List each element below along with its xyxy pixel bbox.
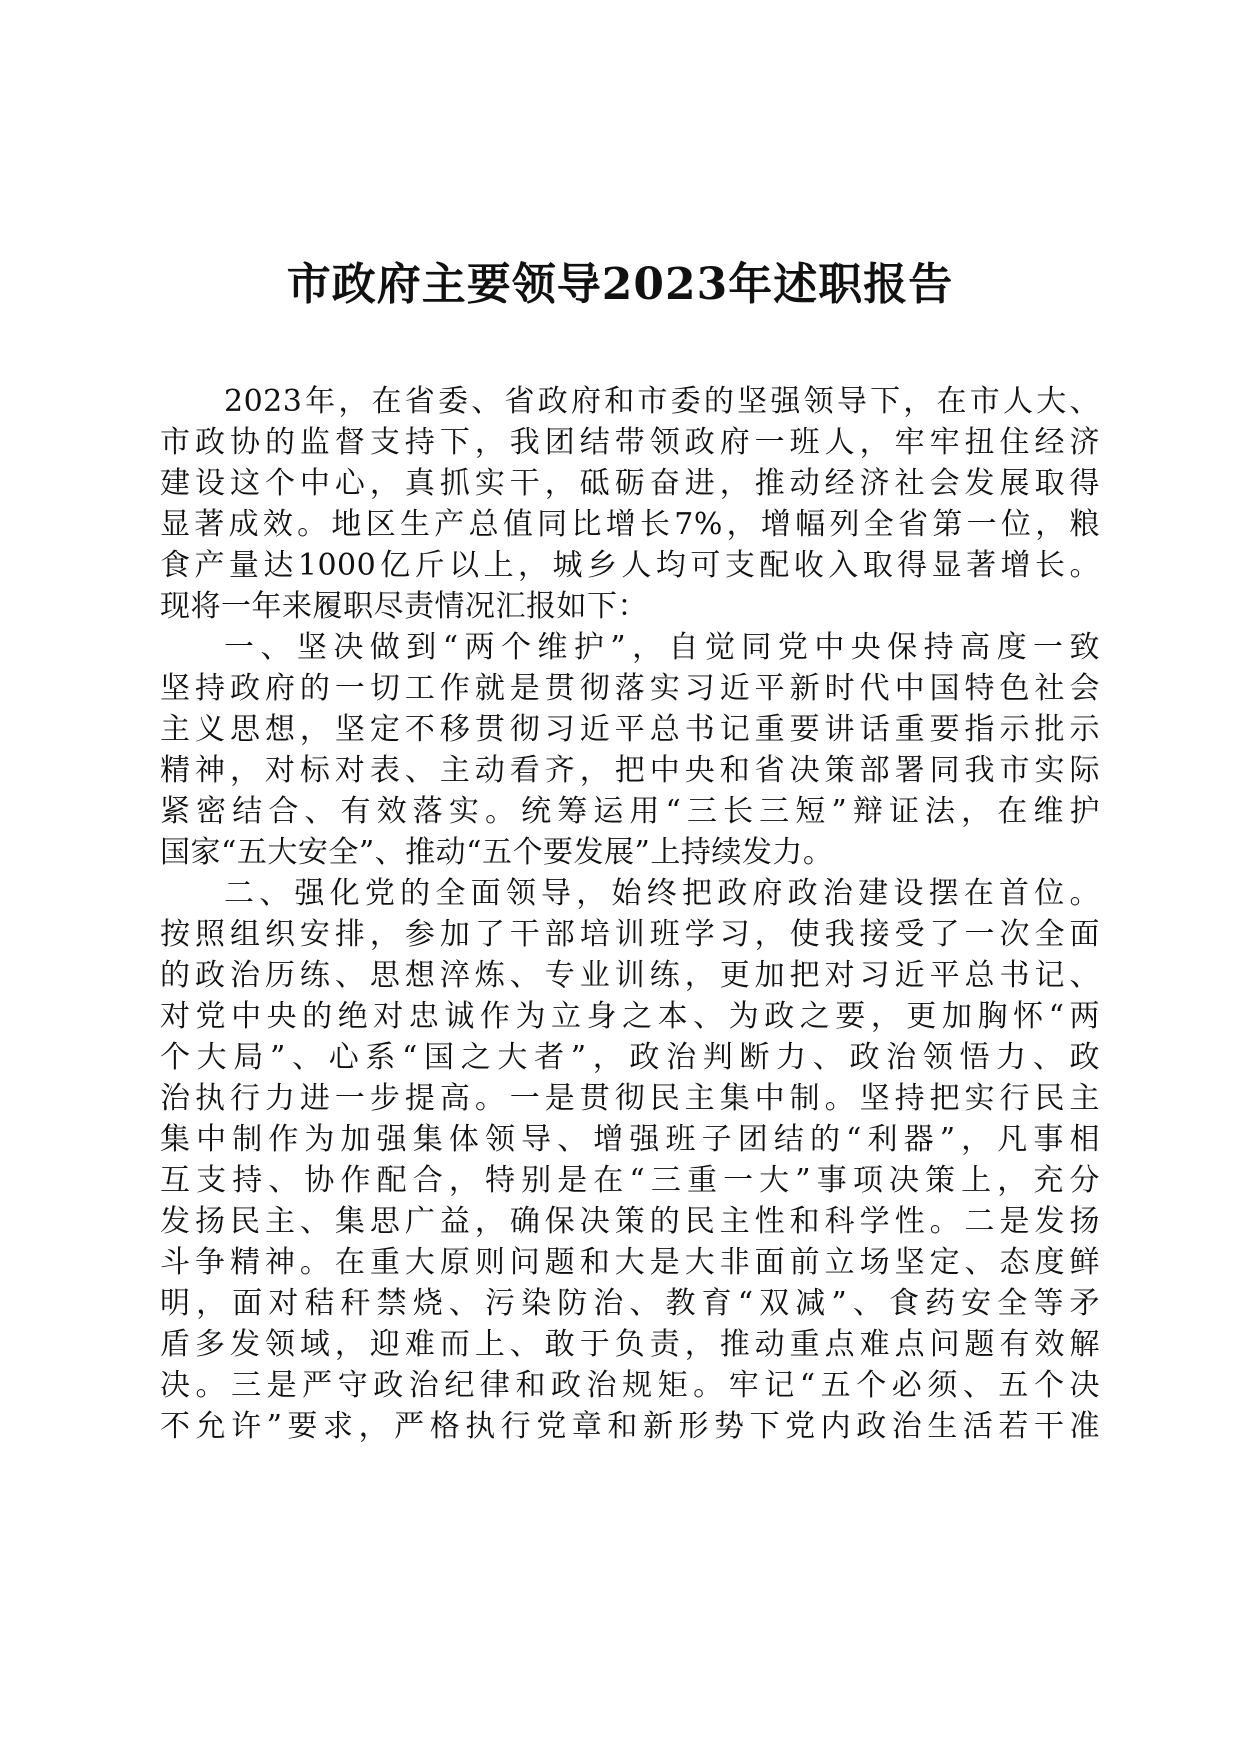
body-line: 现将一年来履职尽责情况汇报如下： bbox=[160, 589, 648, 624]
section-heading: 一、坚决做到“两个维护”，自觉同党中央保持高度一致 bbox=[224, 630, 1100, 665]
body-line: 决。三是严守政治纪律和政治规矩。牢记“五个必须、五个决 bbox=[160, 1368, 1100, 1403]
body-line: 精神，对标对表、主动看齐，把中央和省决策部署同我市实际 bbox=[160, 753, 1100, 788]
body-line: 个大局”、心系“国之大者”，政治判断力、政治领悟力、政 bbox=[160, 1040, 1100, 1075]
body-line: 2023年，在省委、省政府和市委的坚强领导下，在市人大、 bbox=[224, 384, 1100, 419]
body-line: 坚持政府的一切工作就是贯彻落实习近平新时代中国特色社会 bbox=[160, 671, 1100, 706]
body-line: 按照组织安排，参加了干部培训班学习，使我接受了一次全面 bbox=[160, 917, 1100, 952]
body-line: 紧密结合、有效落实。统筹运用“三长三短”辩证法，在维护 bbox=[160, 794, 1100, 829]
body-line: 不允许”要求，严格执行党章和新形势下党内政治生活若干准 bbox=[160, 1409, 1100, 1444]
body-line: 显著成效。地区生产总值同比增长7%，增幅列全省第一位，粮 bbox=[160, 507, 1100, 542]
body-line: 明，面对秸秆禁烧、污染防治、教育“双减”、食药安全等矛 bbox=[160, 1286, 1100, 1321]
document-title: 市政府主要领导2023年述职报告 bbox=[286, 259, 954, 310]
body-line: 主义思想，坚定不移贯彻习近平总书记重要讲话重要指示批示 bbox=[160, 712, 1100, 747]
body-line: 国家“五大安全”、推动“五个要发展”上持续发力。 bbox=[160, 835, 834, 870]
body-line: 集中制作为加强集体领导、增强班子团结的“利器”，凡事相 bbox=[160, 1122, 1100, 1157]
body-line: 对党中央的绝对忠诚作为立身之本、为政之要，更加胸怀“两 bbox=[160, 999, 1100, 1034]
body-line: 互支持、协作配合，特别是在“三重一大”事项决策上，充分 bbox=[160, 1163, 1100, 1198]
section-heading: 二、强化党的全面领导，始终把政府政治建设摆在首位。 bbox=[224, 876, 1100, 911]
body-line: 斗争精神。在重大原则问题和大是大非面前立场坚定、态度鲜 bbox=[160, 1245, 1100, 1280]
body-line: 食产量达1000亿斤以上，城乡人均可支配收入取得显著增长。 bbox=[160, 548, 1100, 583]
document-body bbox=[160, 381, 1100, 1447]
body-line: 治执行力进一步提高。一是贯彻民主集中制。坚持把实行民主 bbox=[160, 1081, 1100, 1116]
body-line: 的政治历练、思想淬炼、专业训练，更加把对习近平总书记、 bbox=[160, 958, 1100, 993]
body-line: 建设这个中心，真抓实干，砥砺奋进，推动经济社会发展取得 bbox=[160, 466, 1100, 501]
body-line: 盾多发领域，迎难而上、敢于负责，推动重点难点问题有效解 bbox=[160, 1327, 1100, 1362]
body-line: 发扬民主、集思广益，确保决策的民主性和科学性。二是发扬 bbox=[160, 1204, 1100, 1239]
body-line: 市政协的监督支持下，我团结带领政府一班人，牢牢扭住经济 bbox=[160, 425, 1100, 460]
